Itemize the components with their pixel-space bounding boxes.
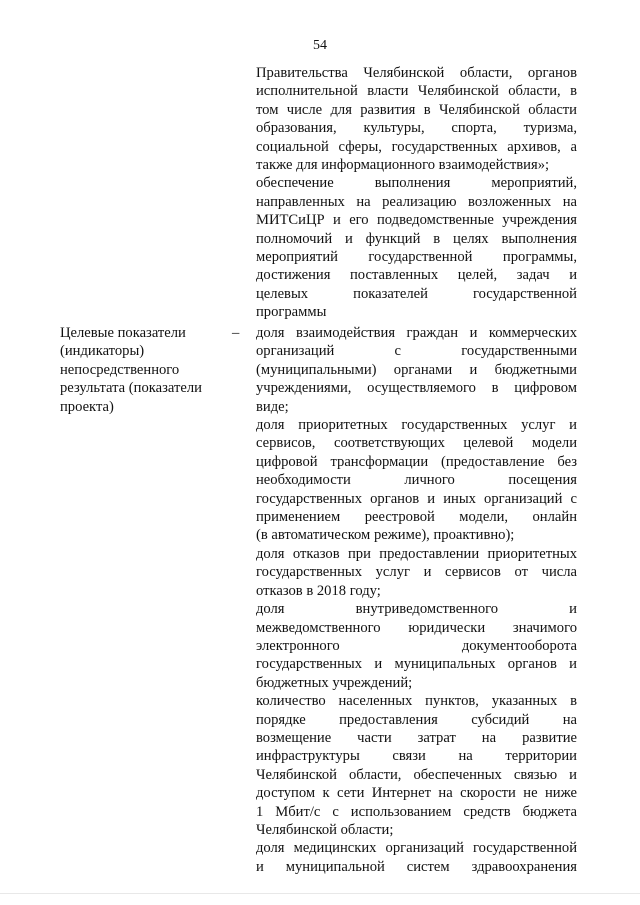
text-line: отказов в 2018 году;	[256, 582, 381, 599]
text-line: количество населенных пунктов, указанных в	[256, 693, 577, 710]
text-line: цифровой трансформации (предоставление без	[256, 453, 577, 470]
label-line: (индикаторы)	[60, 343, 145, 360]
text-line: Челябинской области, обеспеченных связью и	[256, 766, 577, 783]
text-line: обеспечение выполнения мероприятий,	[256, 175, 577, 192]
text-line: том числе для развития в Челябинской области	[256, 101, 577, 118]
indicators-text	[256, 324, 577, 876]
text-line: применением реестровой модели, онлайн	[256, 509, 577, 526]
text-line: МИТСиЦР и его подведомственные учреждения	[256, 212, 577, 229]
text-line: межведомственного юридически значимого	[256, 619, 577, 636]
continuation-text	[256, 64, 577, 322]
text-line: образования, культуры, спорта, туризма,	[256, 120, 577, 137]
text-line: также для информационного взаимодействия»;	[256, 157, 550, 174]
text-line: бюджетных учреждений;	[256, 674, 413, 691]
section-dash: –	[232, 325, 240, 341]
text-line: достижения поставленных целей, задач и	[256, 267, 577, 284]
page-edge-divider	[0, 893, 640, 894]
text-line: программы	[256, 304, 327, 321]
text-line: доля взаимодействия граждан и коммерческих	[256, 325, 577, 341]
label-line: результата (показатели	[60, 380, 202, 397]
text-line: доля отказов при предоставлении приоритетных	[256, 545, 577, 562]
text-line: мероприятий государственной программы,	[256, 249, 577, 266]
text-line: доля приоритетных государственных услуг и	[256, 417, 577, 434]
text-line: виде;	[256, 398, 289, 415]
text-line: исполнительной власти Челябинской области, в	[256, 83, 577, 100]
text-line: организаций с государственными	[256, 343, 577, 360]
label-line: Целевые показатели	[60, 325, 186, 341]
text-line: инфраструктуры связи на территории	[256, 748, 577, 765]
text-line: государственных услуг и сервисов от числа	[256, 564, 577, 581]
text-line: государственных органов и иных организаций с	[256, 490, 577, 507]
text-line: Правительства Челябинской области, органов	[256, 65, 577, 81]
text-line: направленных на реализацию возложенных на	[256, 193, 577, 210]
text-line: государственных и муниципальных органов и	[256, 656, 577, 673]
text-line: Челябинской области;	[256, 821, 394, 838]
text-line: возмещение части затрат на развитие	[256, 729, 577, 746]
text-line: полномочий и функций в целях выполнения	[256, 230, 577, 247]
text-line: доля внутриведомственного и	[256, 601, 577, 618]
text-line: необходимости личного посещения	[256, 472, 577, 489]
text-line: доля медицинских организаций государственной	[256, 840, 577, 857]
text-line: социальной сферы, государственных архивов, а	[256, 138, 577, 155]
label-line: непосредственного	[60, 361, 180, 378]
text-line: и муниципальной систем здравоохранения	[256, 858, 577, 875]
text-line: учреждениями, осуществляемого в цифровом	[256, 380, 577, 397]
text-line: целевых показателей государственной	[256, 285, 577, 302]
text-line: электронного документооборота	[256, 637, 577, 654]
label-line: проекта)	[60, 398, 114, 415]
text-line: 1 Мбит/с с использованием средств бюджета	[256, 803, 577, 820]
text-line: (муниципальными) органами и бюджетными	[256, 361, 577, 378]
page-number: 54	[313, 38, 327, 53]
text-line: сервисов, соответствующих целевой модели	[256, 435, 577, 452]
text-line: порядке предоставления субсидий на	[256, 711, 577, 728]
text-line: (в автоматическом режиме), проактивно);	[256, 527, 515, 544]
text-line: доступом к сети Интернет на скорости не ниже	[256, 785, 577, 802]
section-label	[60, 324, 230, 416]
